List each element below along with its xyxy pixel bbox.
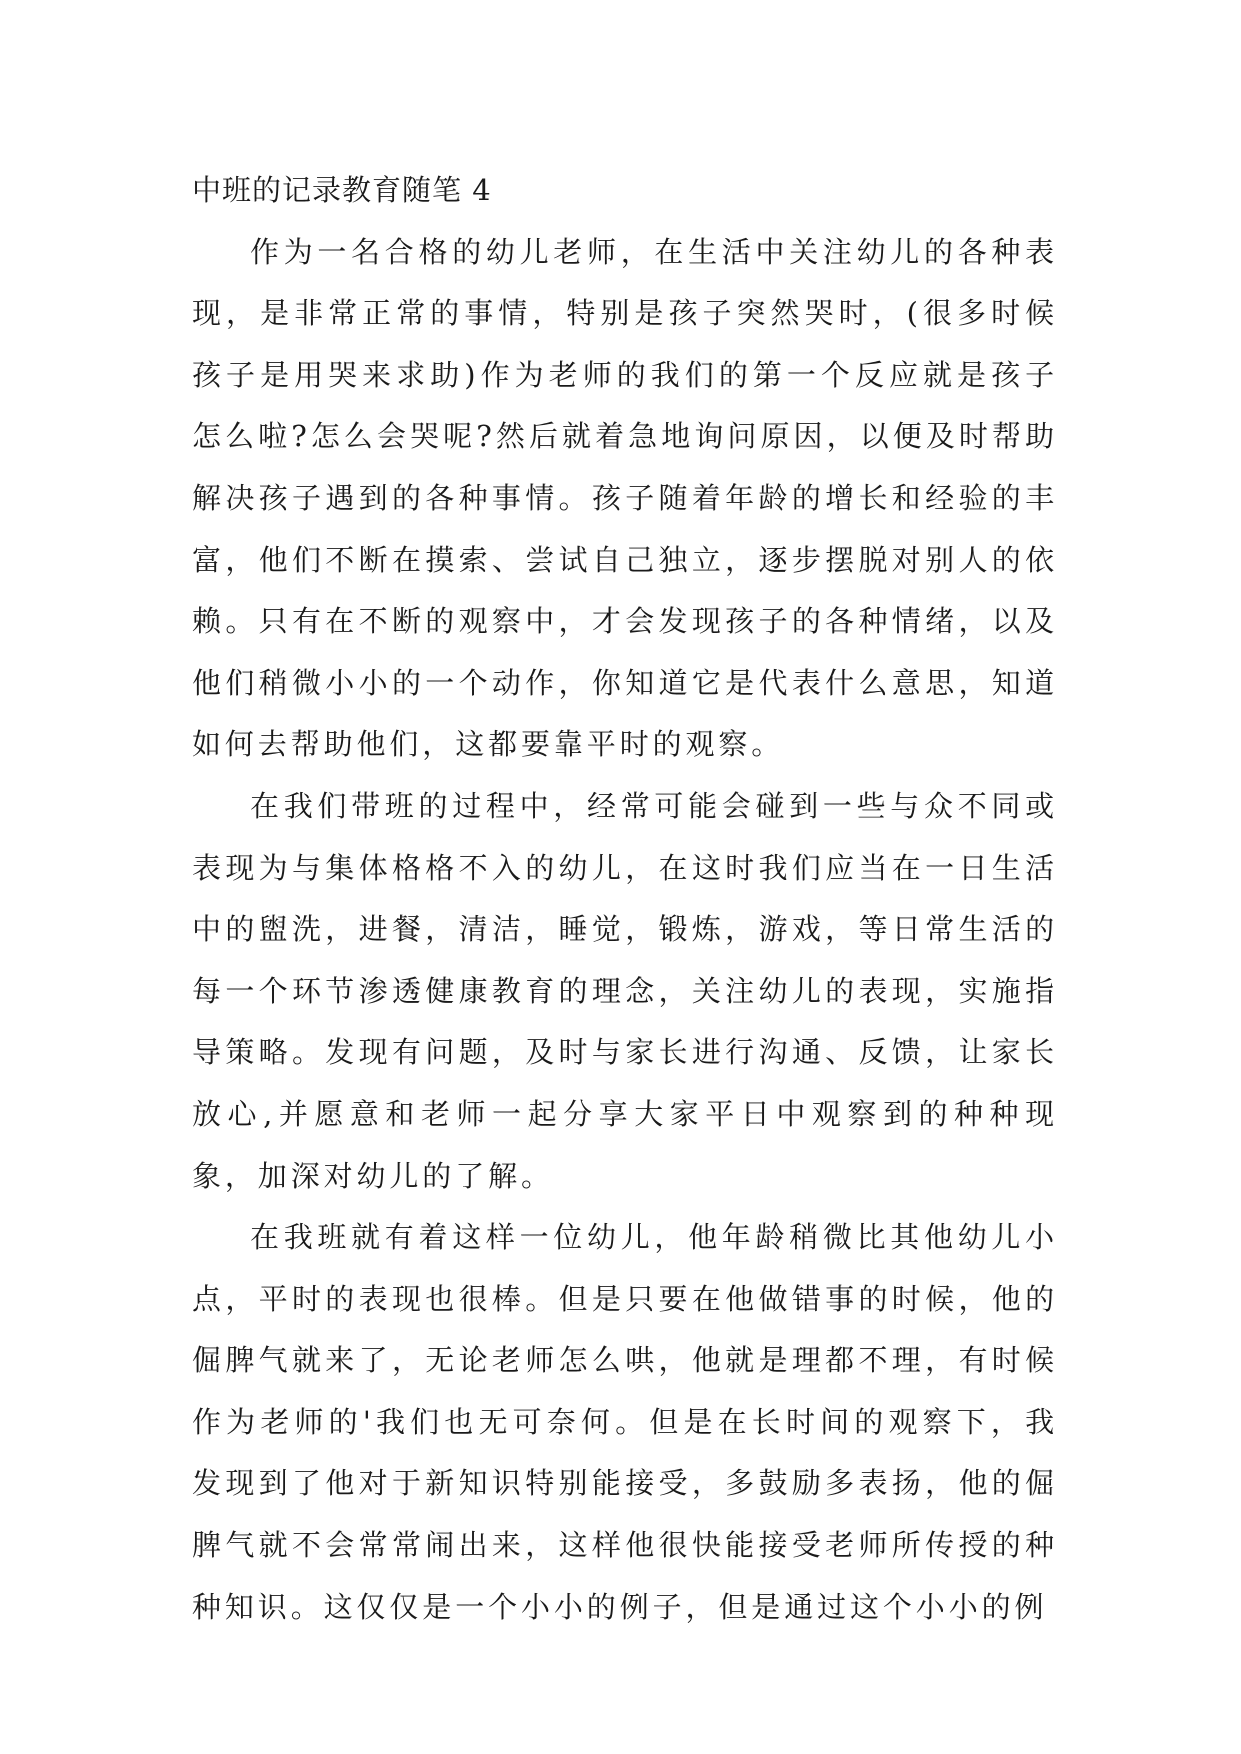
paragraph-2: 在我们带班的过程中，经常可能会碰到一些与众不同或表现为与集体格格不入的幼儿，在这时我们应当在一日生活中的盥洗，进餐，清洁，睡觉，锻炼，游戏，等日常生活的每一个环节渗透健康教育的理念，关注幼儿的表现，实施指导策略。发现有问题，及时与家长进行沟通、反馈，让家长放心,并愿意和老师一起分享大家平日中观察到的种种现象，加深对幼儿的了解。	[192, 788, 1058, 1193]
document-body	[192, 160, 1058, 1638]
paragraph-3: 在我班就有着这样一位幼儿，他年龄稍微比其他幼儿小点，平时的表现也很棒。但是只要在他做错事的时候，他的倔脾气就来了，无论老师怎么哄，他就是理都不理，有时候作为老师的'我们也无可奈何。但是在长时间的观察下，我发现到了他对于新知识特别能接受，多鼓励多表扬，他的倔脾气就不会常常闹出来，这样他很快能接受老师所传授的种种知识。这仅仅是一个小小的例子，但是通过这个小小的例	[192, 1220, 1058, 1624]
document-title: 中班的记录教育随笔 4	[192, 173, 492, 207]
paragraph-1: 作为一名合格的幼儿老师，在生活中关注幼儿的各种表现，是非常正常的事情，特别是孩子突然哭时，(很多时候孩子是用哭来求助)作为老师的我们的第一个反应就是孩子怎么啦?怎么会哭呢?然后就着急地询问原因，以便及时帮助解决孩子遇到的各种事情。孩子随着年龄的增长和经验的丰富，他们不断在摸索、尝试自己独立，逐步摆脱对别人的依赖。只有在不断的观察中，才会发现孩子的各种情绪，以及他们稍微小小的一个动作，你知道它是代表什么意思，知道如何去帮助他们，这都要靠平时的观察。	[192, 234, 1058, 762]
